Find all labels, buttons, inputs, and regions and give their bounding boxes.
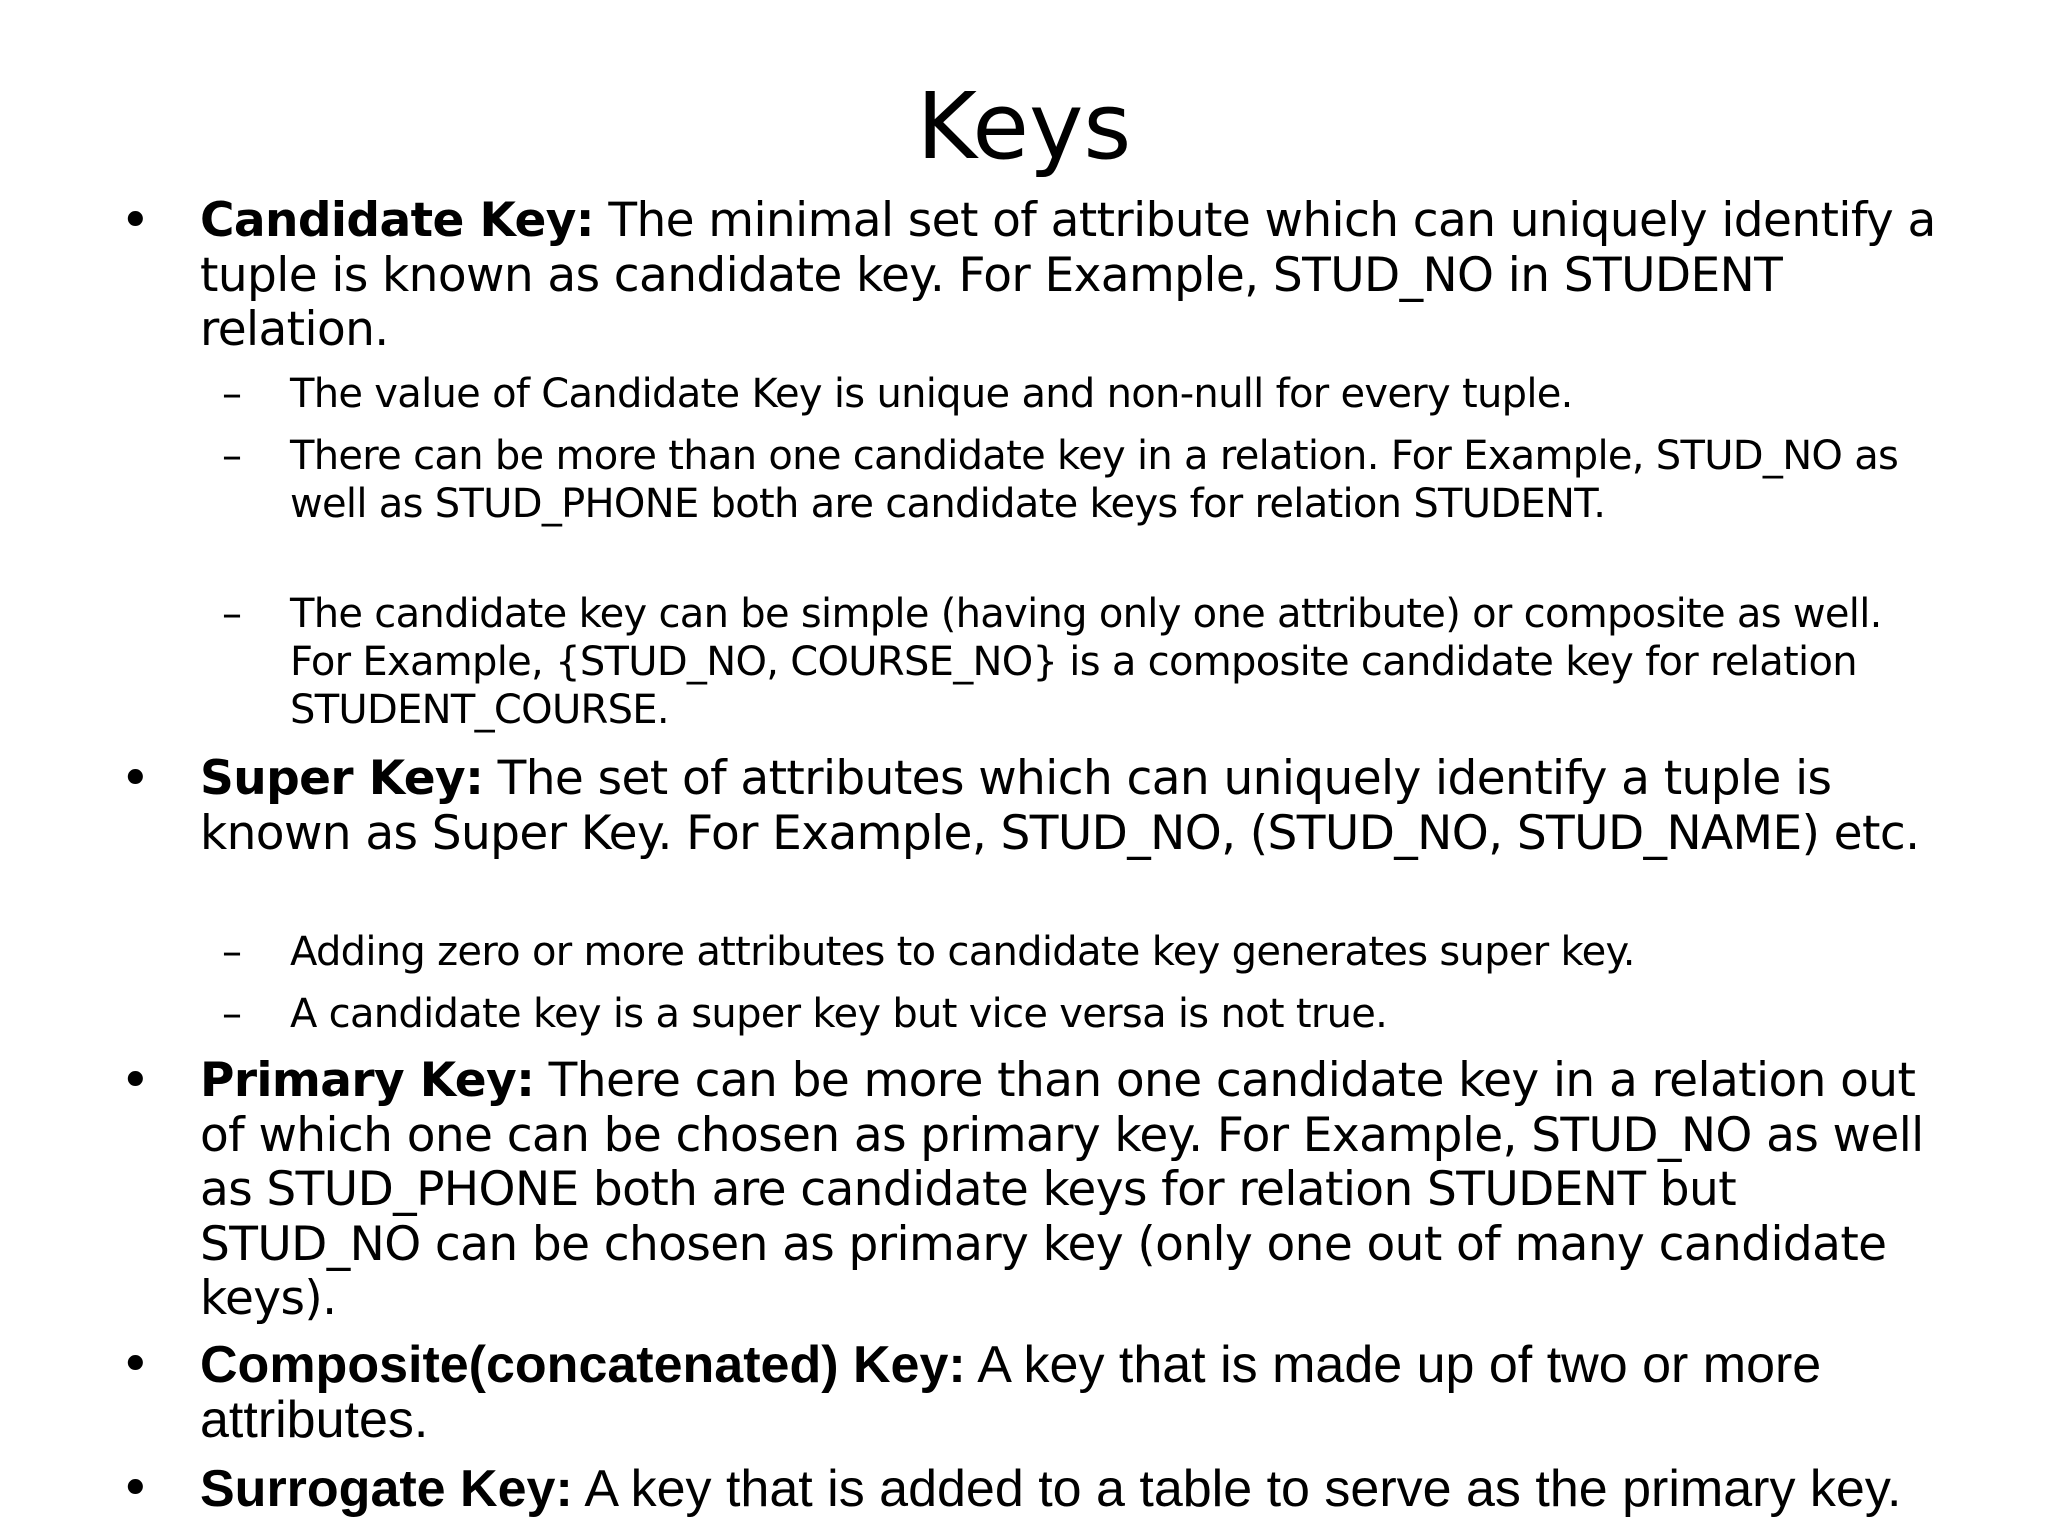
- bullet-description: The minimal set of attribute which can uniquely identify a tuple is known as candidate key. For Example, STUD_NO in STUDENT relation.: [200, 193, 1936, 357]
- sub-dash: –: [222, 591, 242, 637]
- bullet-text: [200, 752, 1960, 861]
- bullet-term: Candidate Key:: [200, 193, 594, 248]
- bullet-text: [200, 1054, 1960, 1327]
- bullet-text: [200, 1462, 1960, 1517]
- bullet-description: A key that is added to a table to serve as the primary key.: [572, 1460, 1902, 1518]
- bullet-dot: •: [120, 749, 151, 809]
- bullet-dot: •: [120, 191, 151, 251]
- sub-text: The value of Candidate Key is unique and non-null for every tuple.: [290, 371, 1573, 417]
- bullet-description: A key that is made up of two or more attributes.: [200, 1336, 1822, 1449]
- bullet-term: Primary Key:: [200, 1053, 535, 1108]
- sub-text: A candidate key is a super key but vice versa is not true.: [290, 991, 1388, 1037]
- bullet-dot: •: [120, 1459, 151, 1519]
- bullet-description: There can be more than one candidate key in a relation out of which one can be chosen as primary key. For Example, STUD_NO as well as STUD_PHONE both are candidate keys for relation STUDENT but STUD_NO can be chosen as primary key (only one out of many candidate keys).: [200, 1053, 1924, 1326]
- slide-title: Keys: [916, 73, 1132, 180]
- bullet-term: Super Key:: [200, 751, 484, 806]
- sub-text: There can be more than one candidate key in a relation. For Example, STUD_NO as well as STUD_PHONE both are candidate keys for relation STUDENT.: [290, 433, 1899, 527]
- sub-dash: –: [222, 991, 242, 1037]
- sub-text: Adding zero or more attributes to candidate key generates super key.: [290, 929, 1635, 975]
- sub-dash: –: [222, 929, 242, 975]
- bullet-description: The set of attributes which can uniquely identify a tuple is known as Super Key. For Example, STUD_NO, (STUD_NO, STUD_NAME) etc.: [200, 751, 1920, 861]
- sub-dash: –: [222, 433, 242, 479]
- bullet-term: Surrogate Key:: [200, 1460, 573, 1518]
- bullet-text: [200, 194, 1960, 358]
- sub-dash: –: [222, 371, 242, 417]
- bullet-dot: •: [120, 1335, 151, 1395]
- bullet-dot: •: [120, 1051, 151, 1111]
- bullet-term: Composite(concatenated) Key:: [200, 1336, 966, 1394]
- bullet-text: [200, 1338, 1960, 1448]
- sub-text: The candidate key can be simple (having only one attribute) or composite as well. For Example, {STUD_NO, COURSE_NO} is a composite candidate key for relation STUDENT_COURSE.: [290, 591, 1882, 733]
